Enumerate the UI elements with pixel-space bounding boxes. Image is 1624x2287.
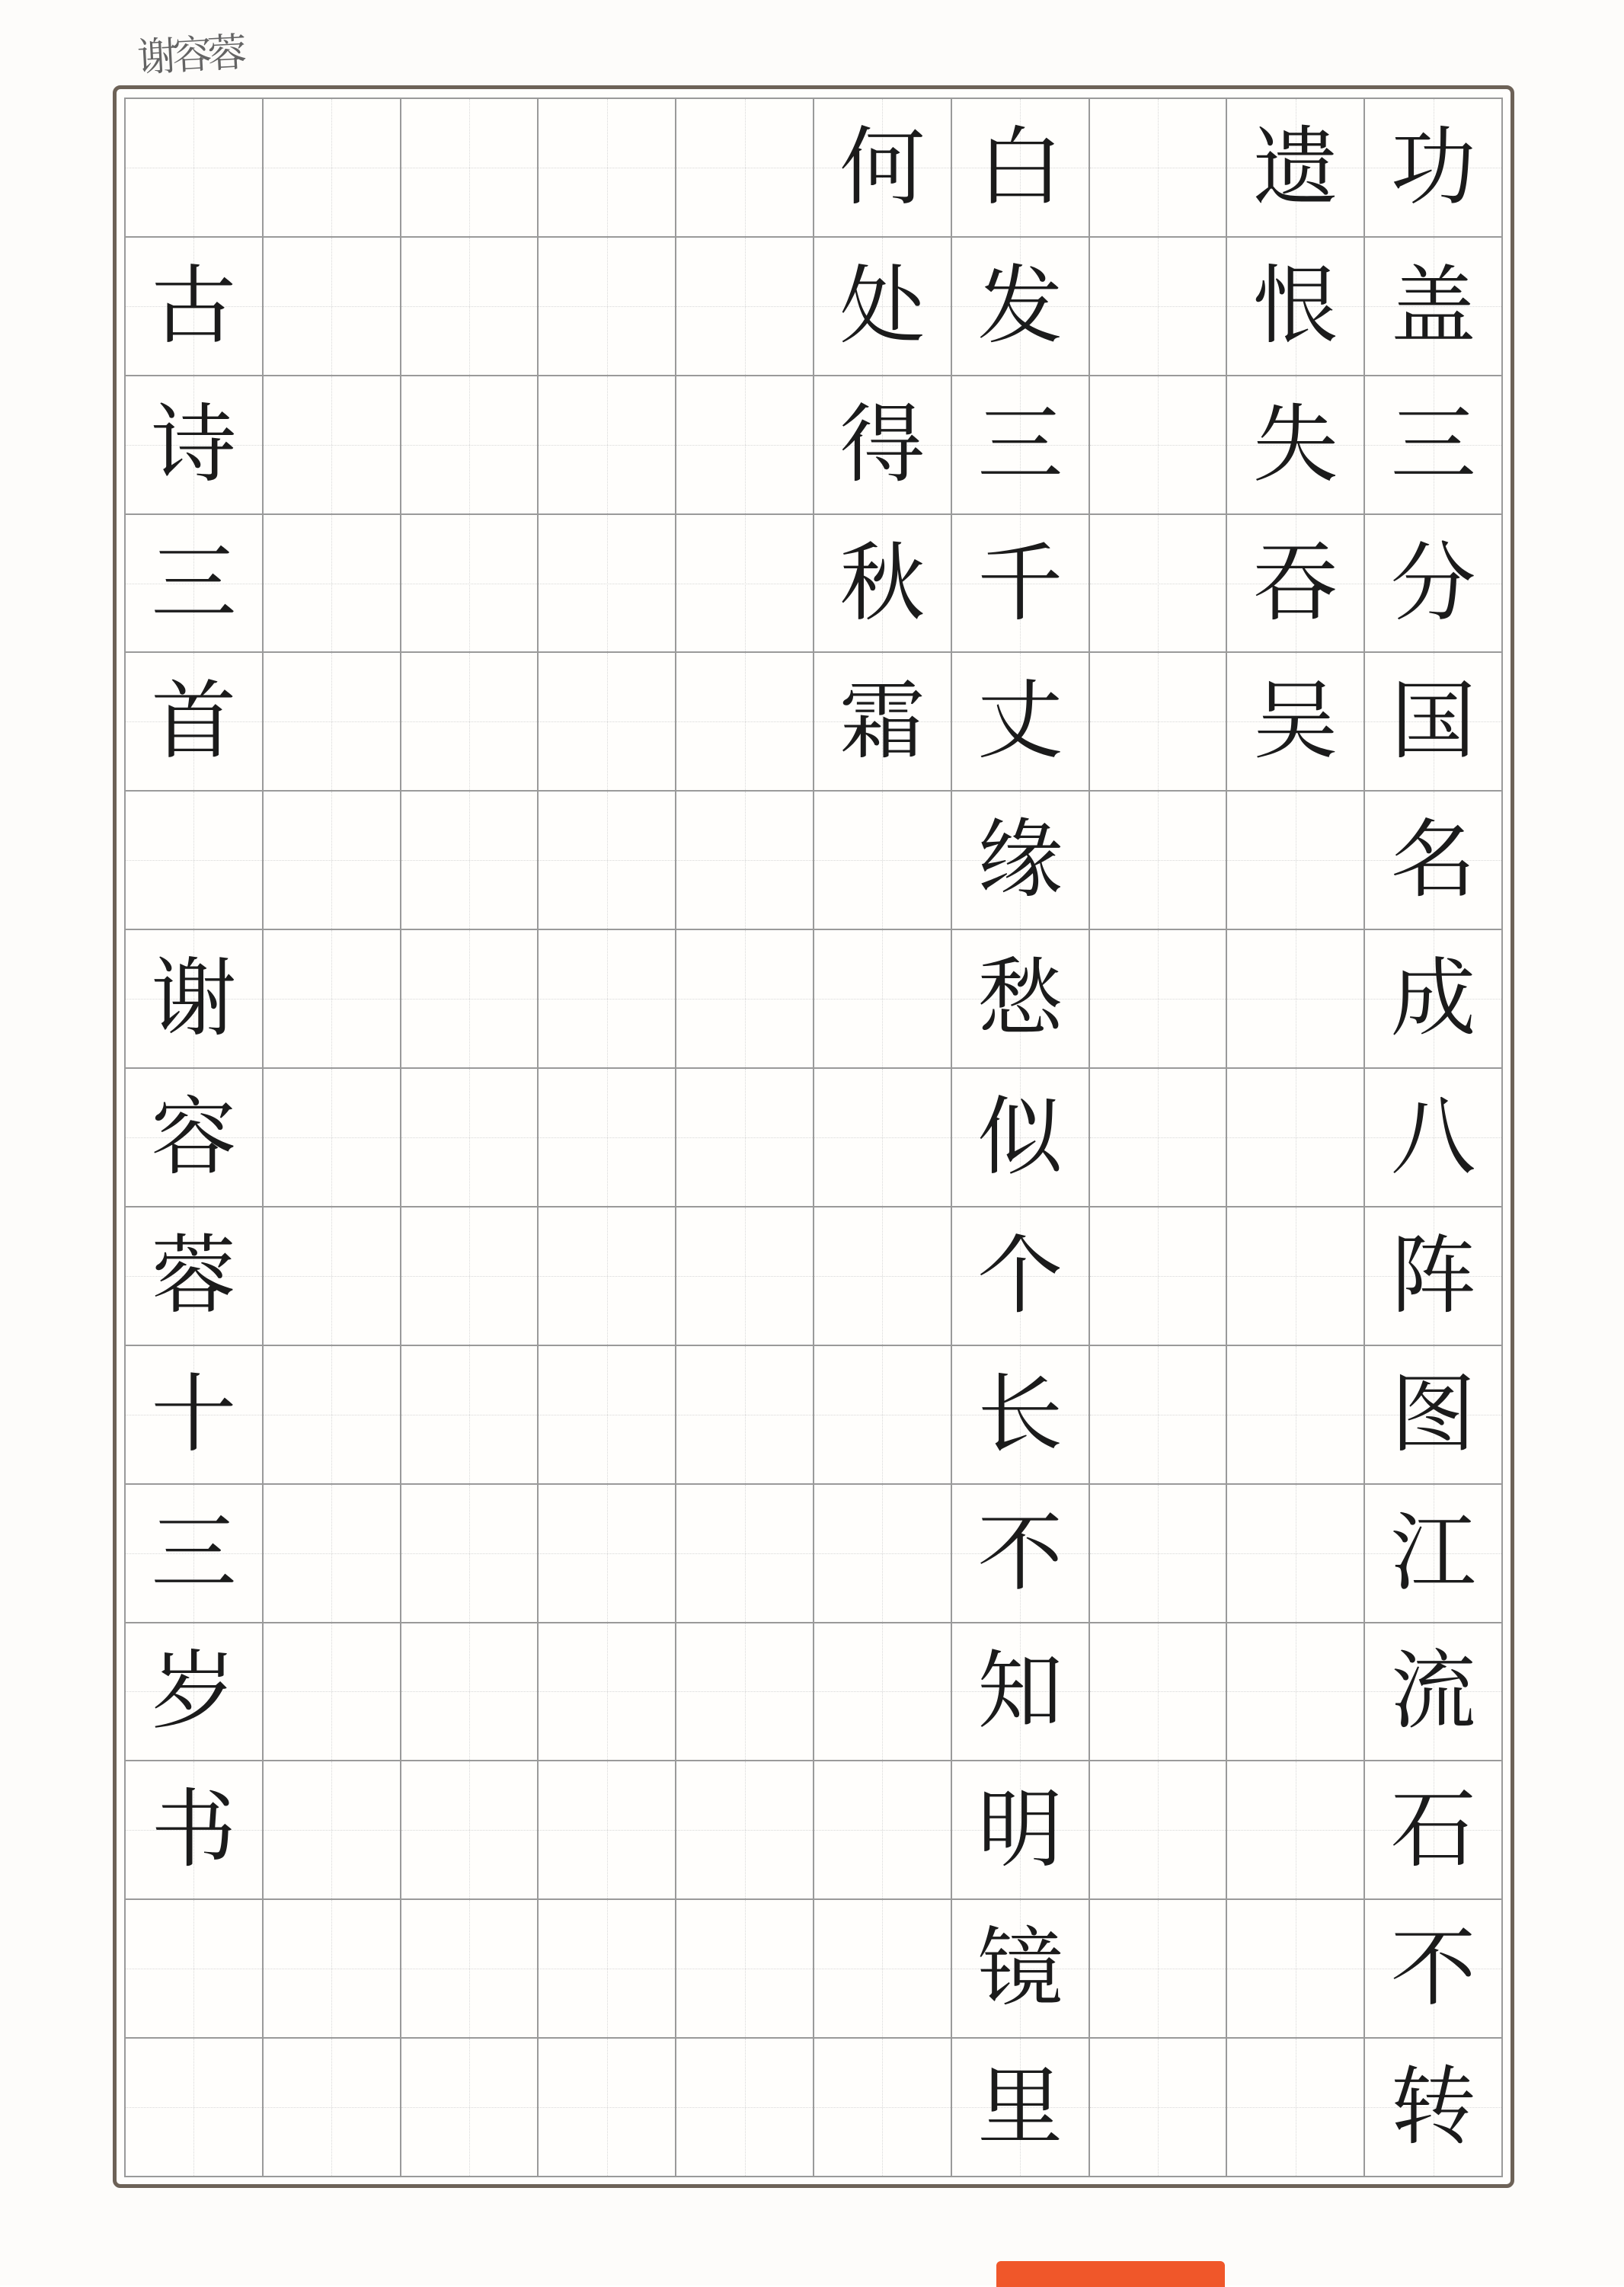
grid-cell [126,1069,264,1207]
written-character: 镜 [977,1919,1063,2019]
grid-cell [1227,2039,1365,2177]
grid-cell [814,1069,952,1207]
written-character: 三 [1390,395,1476,494]
grid-cell [952,653,1090,792]
grid-cell [814,1761,952,1900]
grid-cell [401,376,539,515]
grid-cell [1365,930,1503,1069]
grid-cell [952,515,1090,654]
grid-cell [126,930,264,1069]
grid-cell [676,1485,814,1623]
written-character: 三 [977,395,1063,494]
grid-cell [676,653,814,792]
grid-cell [126,515,264,654]
grid-cell [1365,2039,1503,2177]
written-character: 八 [1390,1087,1476,1187]
grid-cell [401,1900,539,2039]
grid-cell [126,376,264,515]
grid-cell [1227,930,1365,1069]
grid-cell [952,930,1090,1069]
grid-cell [264,2039,401,2177]
grid-cell [264,1623,401,1762]
grid-cell [539,1623,676,1762]
grid-cell [676,1623,814,1762]
grid-cell [814,1900,952,2039]
written-character: 十 [151,1364,237,1464]
grid-cell [1227,792,1365,930]
grid-cell [1227,1069,1365,1207]
grid-cell [1227,653,1365,792]
grid-cell [1090,1761,1228,1900]
grid-cell [814,1207,952,1346]
bottom-color-mark [996,2261,1225,2287]
character-grid [124,98,1503,2177]
grid-cell [952,1761,1090,1900]
grid-cell [952,1346,1090,1485]
grid-cell [401,515,539,654]
grid-cell [676,930,814,1069]
grid-cell [814,99,952,238]
grid-cell [401,1485,539,1623]
written-character: 霜 [839,672,925,772]
written-character: 个 [977,1226,1063,1326]
written-character: 里 [977,2058,1063,2157]
written-character: 转 [1390,2058,1476,2157]
grid-cell [1227,99,1365,238]
grid-cell [264,1346,401,1485]
written-character: 白 [977,117,1063,217]
grid-cell [676,1346,814,1485]
grid-cell [1090,515,1228,654]
grid-cell [676,515,814,654]
grid-cell [539,930,676,1069]
grid-cell [952,99,1090,238]
grid-cell [539,99,676,238]
grid-cell [814,515,952,654]
written-character: 长 [977,1364,1063,1464]
grid-cell [676,238,814,376]
grid-cell [264,653,401,792]
grid-cell [126,792,264,930]
grid-cell [1090,2039,1228,2177]
grid-cell [539,1207,676,1346]
grid-cell [401,1346,539,1485]
grid-cell [1227,1900,1365,2039]
grid-cell [1365,1761,1503,1900]
grid-cell [539,1485,676,1623]
grid-cell [264,99,401,238]
written-character: 不 [977,1503,1063,1603]
written-character: 遗 [1252,117,1338,217]
grid-cell [126,1346,264,1485]
grid-cell [676,99,814,238]
written-character: 阵 [1390,1226,1476,1326]
grid-cell [1365,1069,1503,1207]
written-character: 失 [1252,395,1338,494]
grid-cell [1365,792,1503,930]
grid-cell [1365,1485,1503,1623]
written-character: 吞 [1252,533,1338,633]
written-character: 三 [151,1503,237,1603]
written-character: 蓉 [151,1226,237,1326]
written-character: 分 [1390,533,1476,633]
written-character: 缘 [977,811,1063,910]
grid-cell [676,792,814,930]
written-character: 三 [151,533,237,633]
grid-cell [126,1207,264,1346]
written-character: 吴 [1252,672,1338,772]
grid-cell [814,792,952,930]
grid-cell [676,1069,814,1207]
grid-cell [126,1485,264,1623]
written-character: 千 [977,533,1063,633]
handwritten-signature: 谢容蓉 [136,30,244,82]
written-character: 岁 [151,1642,237,1742]
written-character: 首 [151,672,237,772]
grid-cell [539,515,676,654]
grid-cell [676,1207,814,1346]
written-character: 流 [1390,1642,1476,1742]
grid-cell [1227,1346,1365,1485]
written-character: 发 [977,256,1063,356]
grid-cell [401,99,539,238]
grid-cell [264,930,401,1069]
grid-cell [814,238,952,376]
grid-cell [1365,1900,1503,2039]
grid-cell [126,2039,264,2177]
written-character: 愁 [977,949,1063,1049]
grid-cell [1365,376,1503,515]
grid-cell [1365,99,1503,238]
grid-cell [1090,1623,1228,1762]
grid-cell [1090,1069,1228,1207]
grid-cell [401,653,539,792]
grid-cell [1365,1346,1503,1485]
grid-cell [676,376,814,515]
grid-cell [264,1207,401,1346]
grid-cell [952,2039,1090,2177]
grid-cell [952,1623,1090,1762]
grid-cell [952,1485,1090,1623]
written-character: 石 [1390,1780,1476,1880]
written-character: 图 [1390,1364,1476,1464]
written-character: 古 [151,256,237,356]
written-character: 恨 [1252,256,1338,356]
written-character: 国 [1390,672,1476,772]
grid-cell [401,1761,539,1900]
grid-cell [126,1761,264,1900]
grid-cell [952,376,1090,515]
grid-cell [401,2039,539,2177]
written-character: 何 [839,117,925,217]
grid-cell [952,1069,1090,1207]
grid-cell [814,1485,952,1623]
grid-cell [1365,1207,1503,1346]
written-character: 书 [151,1780,237,1880]
grid-cell [1365,238,1503,376]
grid-cell [264,1761,401,1900]
grid-cell [814,376,952,515]
grid-cell [814,930,952,1069]
grid-cell [264,792,401,930]
grid-cell [1090,1485,1228,1623]
grid-cell [814,653,952,792]
grid-cell [401,1623,539,1762]
written-character: 名 [1390,811,1476,910]
written-character: 盖 [1390,256,1476,356]
written-character: 江 [1390,1503,1476,1603]
grid-cell [126,653,264,792]
written-character: 似 [977,1087,1063,1187]
grid-cell [952,1900,1090,2039]
grid-cell [1365,1623,1503,1762]
written-character: 得 [839,395,925,494]
grid-cell [264,376,401,515]
grid-cell [952,792,1090,930]
grid-cell [1227,1485,1365,1623]
grid-cell [1227,1761,1365,1900]
grid-cell [539,1346,676,1485]
grid-cell [1090,376,1228,515]
grid-cell [1090,238,1228,376]
grid-cell [539,376,676,515]
grid-cell [264,1485,401,1623]
grid-cell [1090,792,1228,930]
grid-cell [952,238,1090,376]
written-character: 秋 [839,533,925,633]
grid-cell [539,238,676,376]
grid-cell [264,1900,401,2039]
written-character: 诗 [151,395,237,494]
grid-cell [1365,515,1503,654]
written-character: 明 [977,1780,1063,1880]
grid-cell [676,2039,814,2177]
grid-cell [814,2039,952,2177]
written-character: 谢 [151,949,237,1049]
grid-cell [264,515,401,654]
grid-cell [539,792,676,930]
grid-cell [1090,99,1228,238]
grid-cell [539,653,676,792]
grid-cell [1227,515,1365,654]
written-character: 处 [839,256,925,356]
grid-cell [126,1623,264,1762]
grid-cell [401,238,539,376]
grid-cell [126,238,264,376]
grid-cell [126,99,264,238]
grid-cell [1090,653,1228,792]
grid-cell [539,1761,676,1900]
written-character: 容 [151,1087,237,1187]
written-character: 丈 [977,672,1063,772]
grid-cell [264,238,401,376]
grid-cell [264,1069,401,1207]
grid-cell [401,1207,539,1346]
written-character: 成 [1390,949,1476,1049]
grid-cell [539,1900,676,2039]
grid-cell [1090,1346,1228,1485]
grid-cell [401,1069,539,1207]
grid-cell [814,1623,952,1762]
grid-cell [1227,376,1365,515]
grid-cell [1090,930,1228,1069]
grid-cell [1365,653,1503,792]
grid-cell [539,1069,676,1207]
grid-cell [401,792,539,930]
grid-cell [676,1761,814,1900]
grid-cell [952,1207,1090,1346]
grid-cell [539,2039,676,2177]
grid-cell [126,1900,264,2039]
written-character: 知 [977,1642,1063,1742]
grid-cell [1227,238,1365,376]
written-character: 功 [1390,117,1476,217]
grid-cell [676,1900,814,2039]
grid-cell [814,1346,952,1485]
grid-cell [1090,1900,1228,2039]
grid-cell [1227,1623,1365,1762]
written-character: 不 [1390,1919,1476,2019]
grid-cell [1227,1207,1365,1346]
grid-cell [401,930,539,1069]
grid-cell [1090,1207,1228,1346]
